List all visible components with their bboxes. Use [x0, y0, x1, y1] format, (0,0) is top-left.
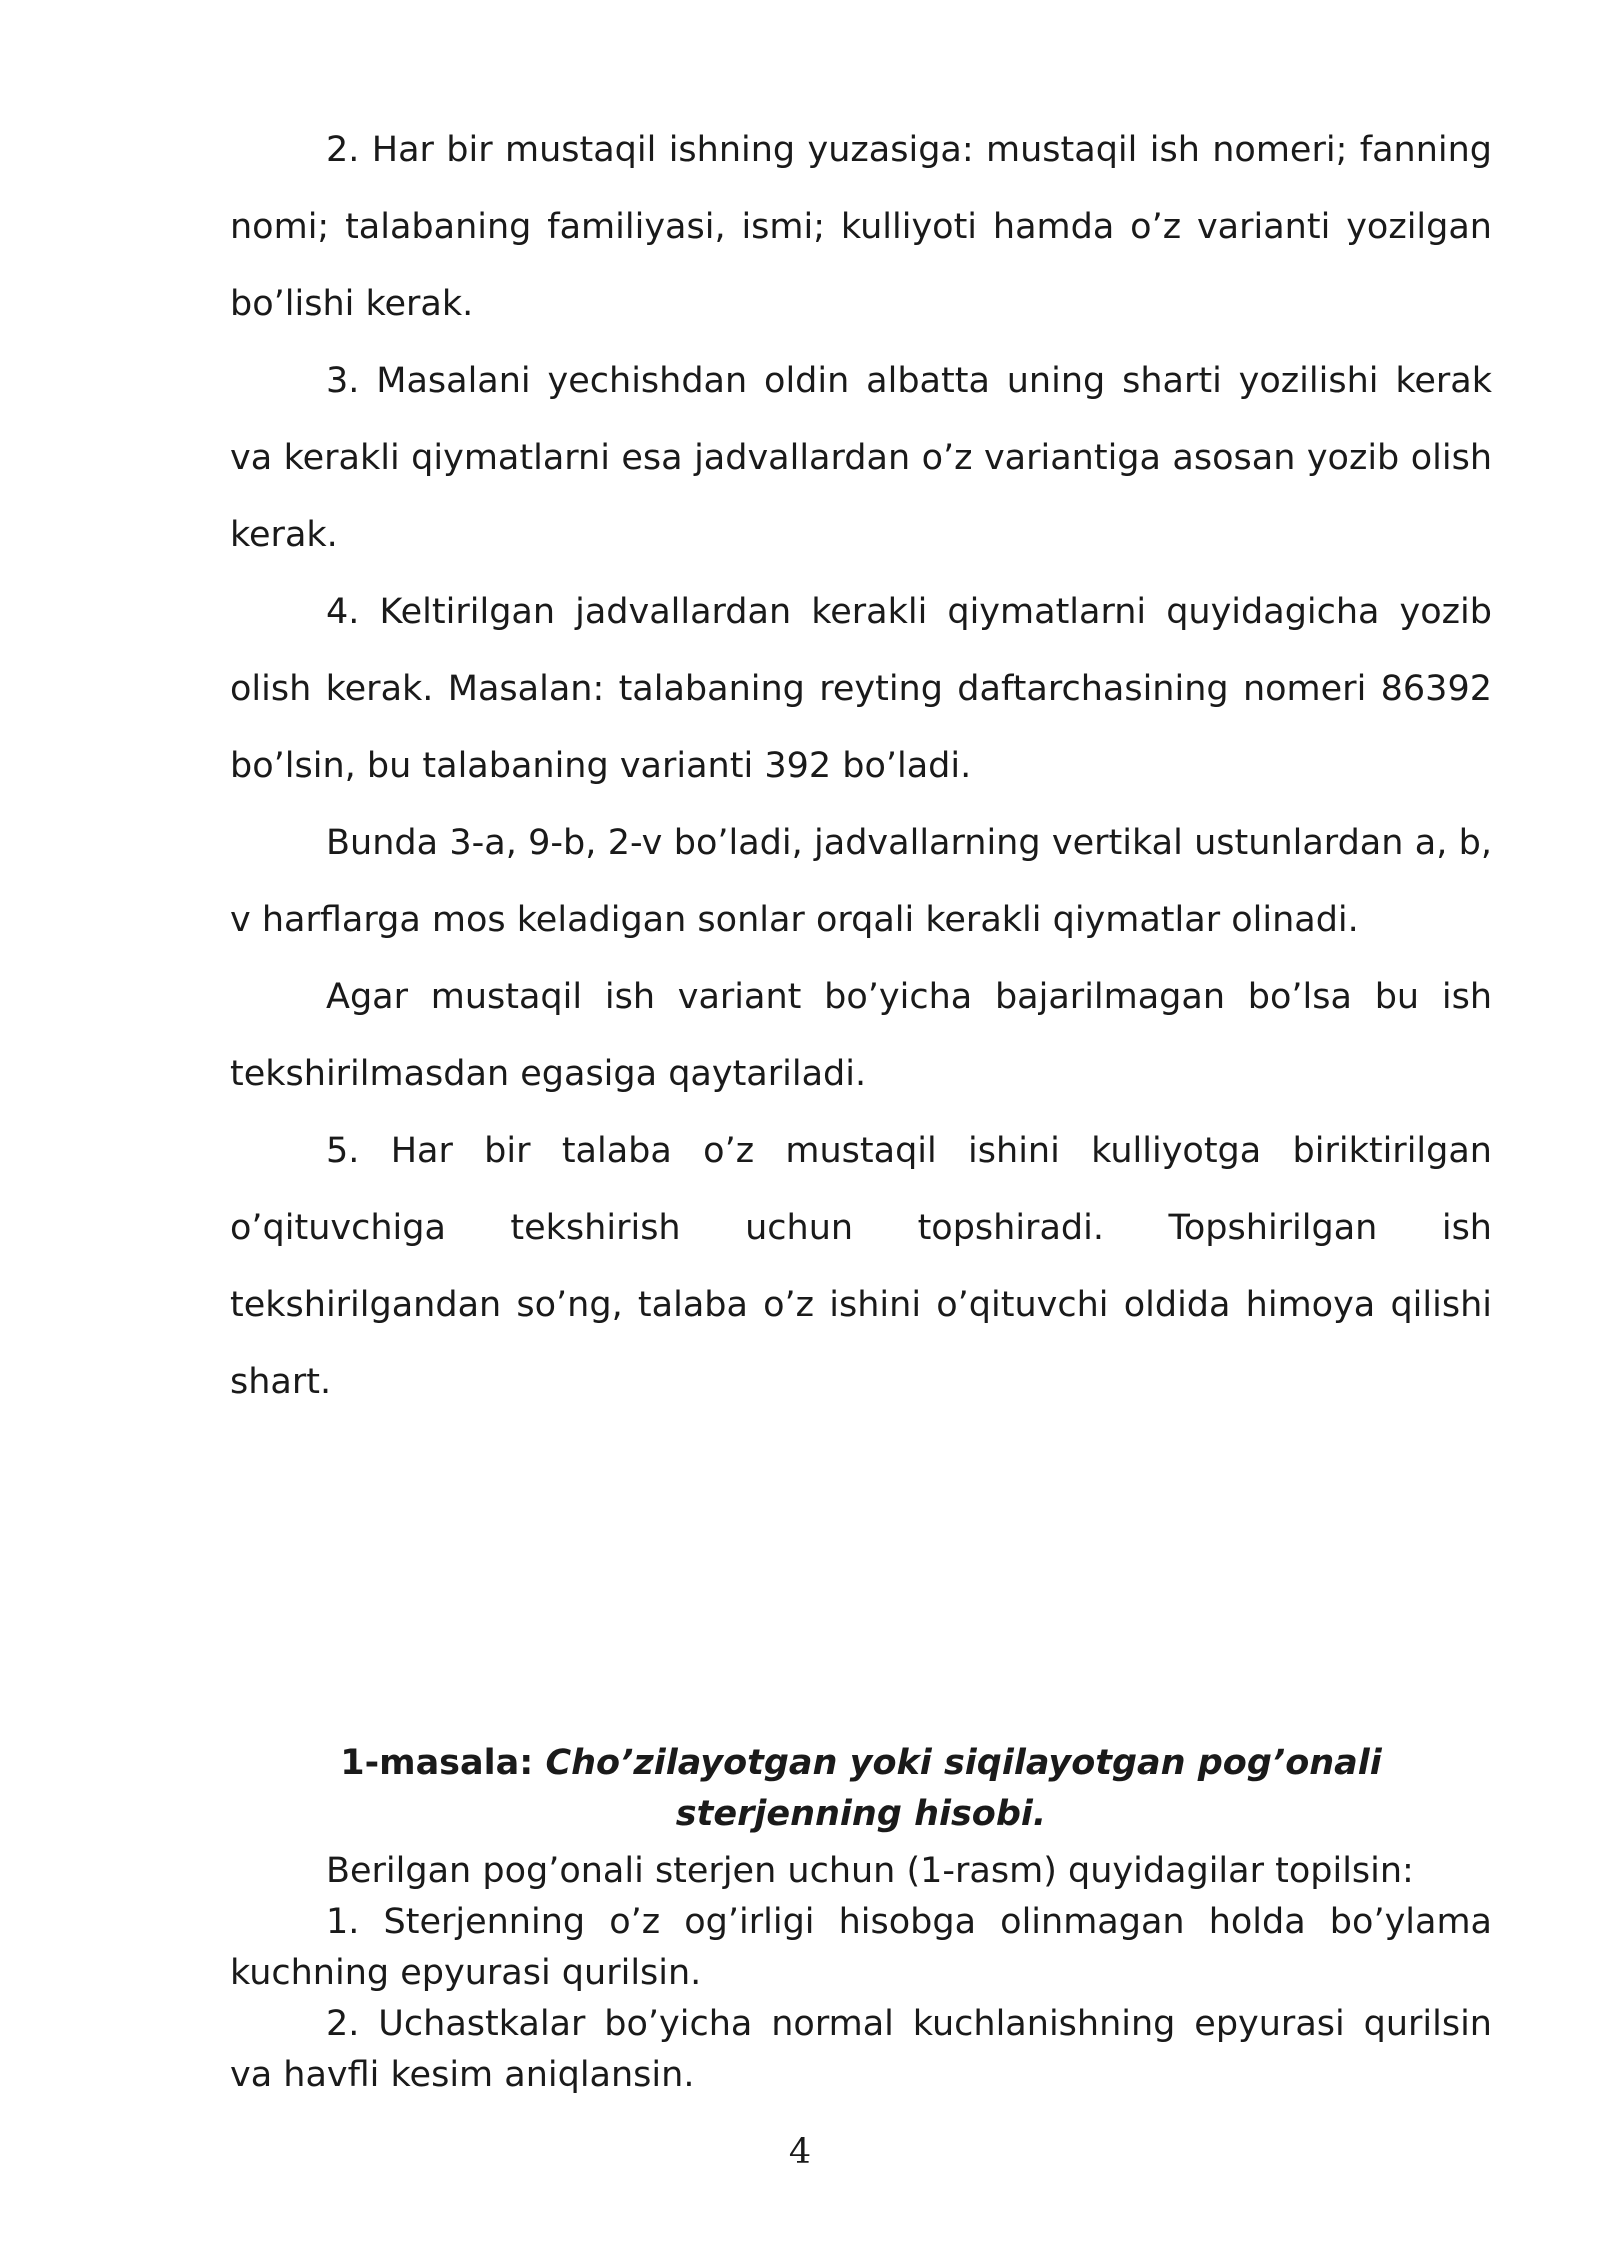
- problem-title-line1: Cho’zilayotgan yoki siqilayotgan pog’onali: [545, 1743, 1382, 1783]
- problem-title-line2: sterjenning hisobi.: [675, 1794, 1047, 1834]
- paragraph: 4. Keltirilgan jadvallardan kerakli qiymatlarni quyidagicha yozib olish kerak. Masalan: talabaning reyting daftarchasining nomeri 86392 bo’lsin, bu talabaning varianti 392 bo’ladi.: [230, 592, 1492, 786]
- paragraph: Berilgan pog’onali sterjen uchun (1-rasm) quyidagilar topilsin:: [326, 1851, 1414, 1891]
- paragraph: 2. Uchastkalar bo’yicha normal kuchlanishning epyurasi qurilsin va havfli kesim aniqlansin.: [230, 2004, 1492, 2095]
- paragraph: 2. Har bir mustaqil ishning yuzasiga: mustaqil ish nomeri; fanning nomi; talabaning familiyasi, ismi; kulliyoti hamda o’z varianti yozilgan bo’lishi kerak.: [230, 130, 1492, 324]
- problem-title: [230, 1738, 1492, 1840]
- paragraph: Bunda 3-a, 9-b, 2-v bo’ladi, jadvallarning vertikal ustunlardan a, b, v harflarga mos keladigan sonlar orqali kerakli qiymatlar olinadi.: [230, 823, 1492, 940]
- paragraph: 5. Har bir talaba o’z mustaqil ishini kulliyotga biriktirilgan o’qituvchiga tekshirish uchun topshiradi. Topshirilgan ish tekshirilgandan so’ng, talaba o’z ishini o’qituvchi oldida himoya qilishi shart.: [230, 1131, 1492, 1402]
- paragraph: 3. Masalani yechishdan oldin albatta uning sharti yozilishi kerak va kerakli qiymatlarni esa jadvallardan o’z variantiga asosan yozib olish kerak.: [230, 361, 1492, 555]
- page-number: 4: [788, 2132, 812, 2172]
- problem-title-prefix: 1-masala:: [340, 1743, 546, 1783]
- paragraph: 1. Sterjenning o’z og’irligi hisobga olinmagan holda bo’ylama kuchning epyurasi qurilsin.: [230, 1902, 1492, 1993]
- problem-section: [230, 1738, 1492, 2101]
- paragraph: Agar mustaqil ish variant bo’yicha bajarilmagan bo’lsa bu ish tekshirilmasdan egasiga qaytariladi.: [230, 977, 1492, 1094]
- instructions-section: [230, 112, 1492, 1421]
